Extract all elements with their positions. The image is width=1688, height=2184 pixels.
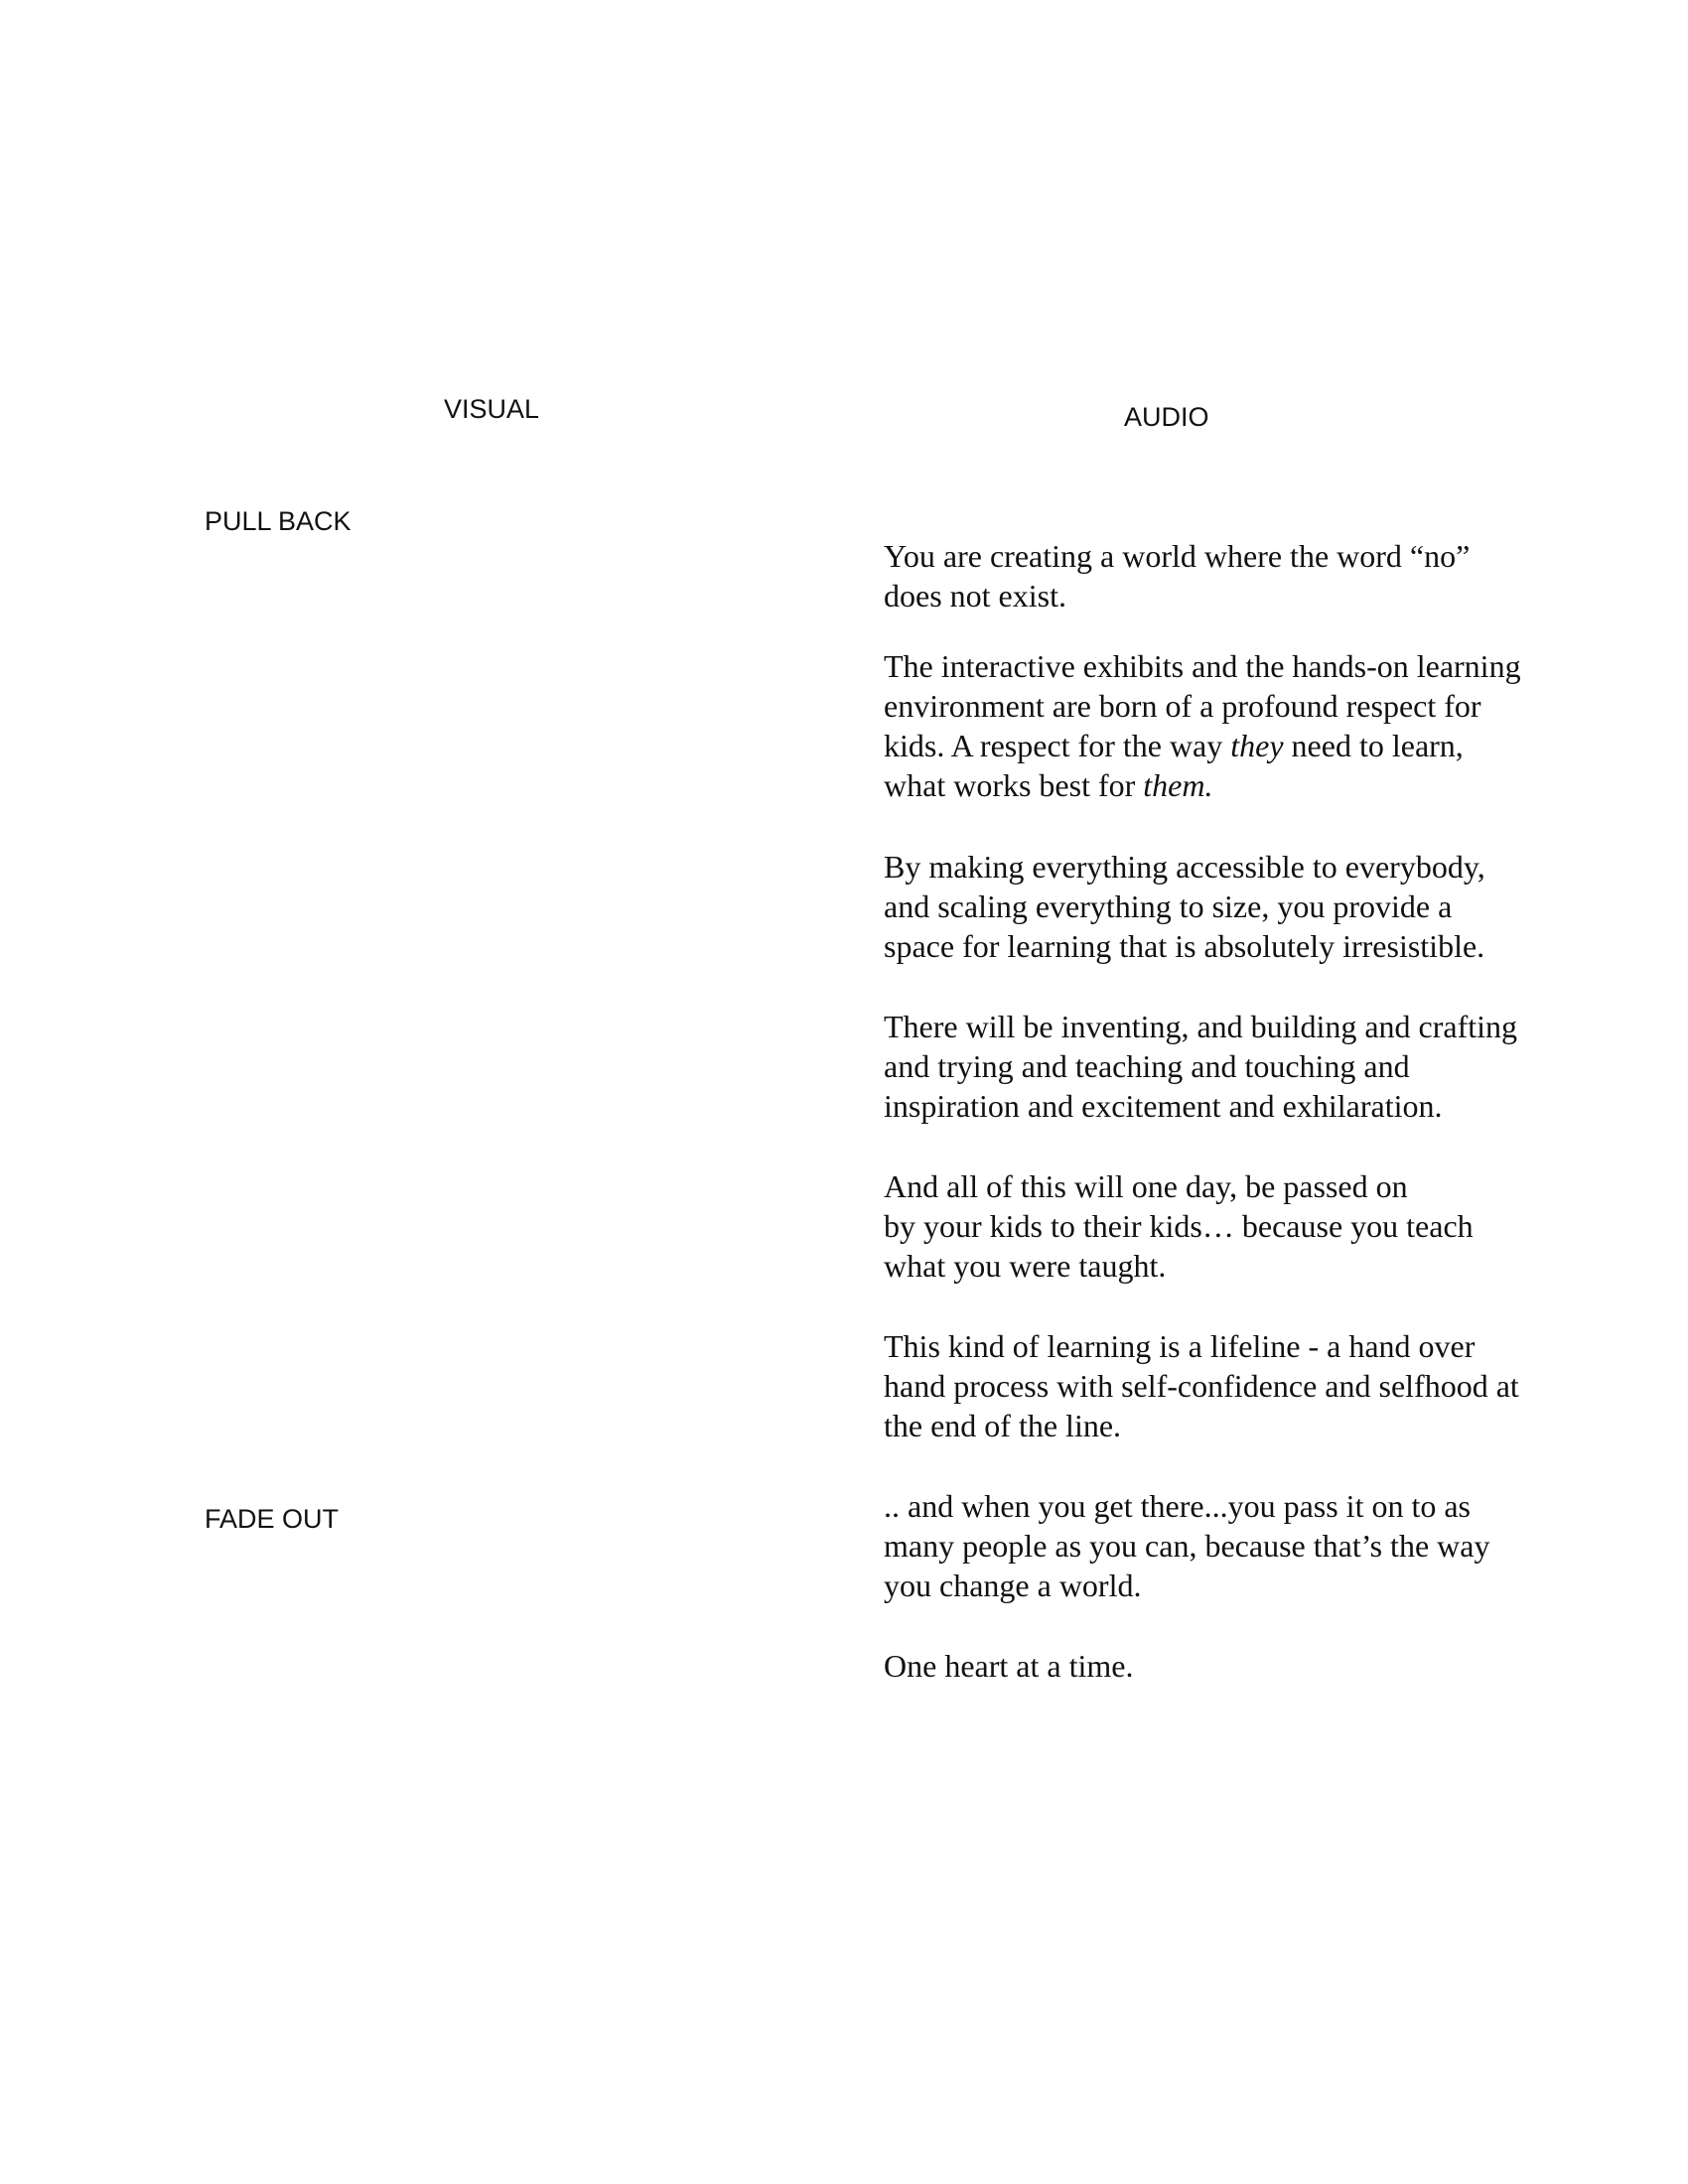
text-line: The interactive exhibits and the hands-on learning — [884, 648, 1521, 684]
visual-column-header: VISUAL — [444, 394, 540, 424]
text-line: environment are born of a profound respect for — [884, 688, 1481, 724]
emphasis-they: they — [1230, 728, 1284, 763]
audio-paragraph-5 — [884, 1166, 1668, 1286]
text-line: what you were taught. — [884, 1248, 1167, 1284]
text-line — [884, 726, 1668, 765]
audio-paragraph-3 — [884, 847, 1668, 966]
text-line: .. and when you get there...you pass it on to as — [884, 1488, 1471, 1524]
text-line: hand process with self-confidence and selfhood at — [884, 1368, 1519, 1404]
text-line: inspiration and excitement and exhilaration. — [884, 1088, 1443, 1124]
text-run: what works best for — [884, 767, 1144, 803]
audio-paragraph-2 — [884, 646, 1668, 805]
emphasis-them: them. — [1143, 767, 1213, 803]
audio-paragraph-7 — [884, 1486, 1668, 1605]
text-line: many people as you can, because that’s the way — [884, 1528, 1490, 1564]
audio-paragraph-6 — [884, 1326, 1668, 1445]
text-line — [884, 765, 1668, 805]
text-run: need to learn, — [1283, 728, 1464, 763]
text-line: the end of the line. — [884, 1408, 1122, 1443]
audio-column-header: AUDIO — [1124, 402, 1209, 432]
visual-cue-fade-out: FADE OUT — [205, 1504, 340, 1534]
audio-paragraph-8 — [884, 1646, 1668, 1686]
text-line: and trying and teaching and touching and — [884, 1048, 1410, 1084]
text-line: space for learning that is absolutely irresistible. — [884, 928, 1485, 964]
text-line: and scaling everything to size, you provide a — [884, 888, 1453, 924]
text-line: And all of this will one day, be passed on — [884, 1168, 1408, 1204]
text-line: does not exist. — [884, 578, 1066, 614]
text-run: kids. A respect for the way — [884, 728, 1231, 763]
text-line: by your kids to their kids… because you teach — [884, 1208, 1474, 1244]
audio-paragraph-4 — [884, 1007, 1668, 1126]
text-line: This kind of learning is a lifeline - a hand over — [884, 1328, 1476, 1364]
text-line: You are creating a world where the word “no” — [884, 538, 1471, 574]
audio-paragraph-1 — [884, 536, 1668, 615]
text-line: By making everything accessible to everybody, — [884, 849, 1485, 885]
text-line: you change a world. — [884, 1568, 1142, 1603]
visual-cue-pull-back: PULL BACK — [205, 506, 352, 536]
text-line: One heart at a time. — [884, 1648, 1134, 1684]
text-line: There will be inventing, and building and crafting — [884, 1009, 1518, 1044]
